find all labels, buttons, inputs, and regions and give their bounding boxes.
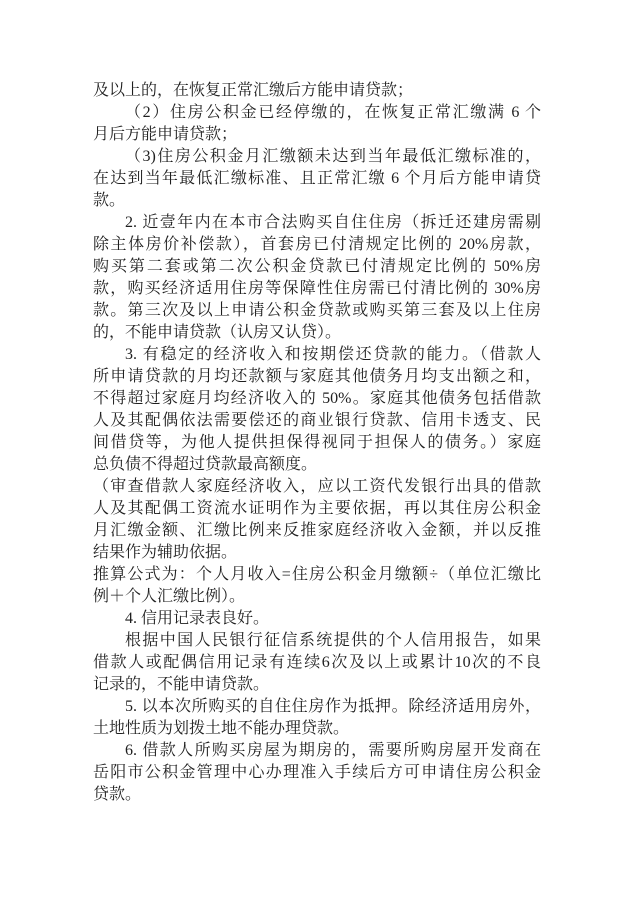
text-line: 贷款。 (93, 786, 142, 803)
text-line: 借款人或配偶信用记录有连续6次及以上或累计10次的不良 (93, 654, 541, 671)
text-line: 结果作为辅助依据。 (93, 544, 238, 561)
text-line: （审查借款人家庭经济收入，应以工资代发银行出具的借款 (93, 478, 541, 495)
text-line: 人及其配偶依法需要偿还的商业银行贷款、信用卡透支、民 (93, 412, 541, 429)
text-line: 推算公式为：个人月收入=住房公积金月缴额÷（单位汇缴比 (93, 566, 541, 583)
text-line: 5. 以本次所购买的自住住房作为抵押。除经济适用房外， (125, 698, 541, 715)
document-text-block (93, 80, 541, 806)
text-line: 6. 借款人所购买房屋为期房的，需要所购房屋开发商在 (125, 742, 541, 759)
text-line: 土地性质为划拨土地不能办理贷款。 (93, 720, 350, 737)
text-line: 购买第二套或第二次公积金贷款已付清规定比例的 50%房 (93, 258, 541, 275)
text-line: （2）住房公积金已经停缴的，在恢复正常汇缴满 6 个 (125, 104, 541, 121)
text-line: （3)住房公积金月汇缴额未达到当年最低汇缴标准的， (125, 148, 541, 165)
text-line: 例＋个人汇缴比例）。 (93, 588, 246, 605)
text-line: 款，购买经济适用住房等保障性住房需已付清比例的 30%房 (93, 280, 541, 297)
text-line: 的，不能申请贷款（认房又认贷）。 (93, 324, 342, 341)
text-line: 人及其配偶工资流水证明作为主要依据，再以其住房公积金 (93, 500, 541, 517)
text-line: 根据中国人民银行征信系统提供的个人信用报告，如果 (125, 632, 541, 649)
text-line: 款。 (93, 192, 126, 209)
text-line: 4. 信用记录表良好。 (125, 610, 270, 627)
text-line: 月后方能申请贷款； (93, 126, 238, 143)
text-line: 3. 有稳定的经济收入和按期偿还贷款的能力。（借款人 (125, 346, 541, 363)
text-line: 2. 近壹年内在本市合法购买自住住房（拆迁还建房需剔 (125, 214, 541, 231)
text-line: 月汇缴金额、汇缴比例来反推家庭经济收入金额，并以反推 (93, 522, 541, 539)
text-line: 除主体房价补偿款），首套房已付清规定比例的 20%房款， (93, 236, 541, 253)
text-line: 记录的，不能申请贷款。 (93, 676, 270, 693)
text-line: 在达到当年最低汇缴标准、且正常汇缴 6 个月后方能申请贷 (93, 170, 541, 187)
text-line: 总负债不得超过贷款最高额度。 (93, 456, 318, 473)
text-line: 及以上的，在恢复正常汇缴后方能申请贷款； (93, 82, 414, 99)
text-line: 不得超过家庭月均经济收入的 50%。家庭其他债务包括借款 (93, 390, 541, 407)
text-line: 间借贷等，为他人提供担保得视同于担保人的债务。）家庭 (93, 434, 541, 451)
text-line: 款。第三次及以上申请公积金贷款或购买第三套及以上住房 (93, 302, 541, 319)
text-line: 岳阳市公积金管理中心办理准入手续后方可申请住房公积金 (93, 764, 541, 781)
text-line: 所申请贷款的月均还款额与家庭其他债务月均支出额之和， (93, 368, 541, 385)
